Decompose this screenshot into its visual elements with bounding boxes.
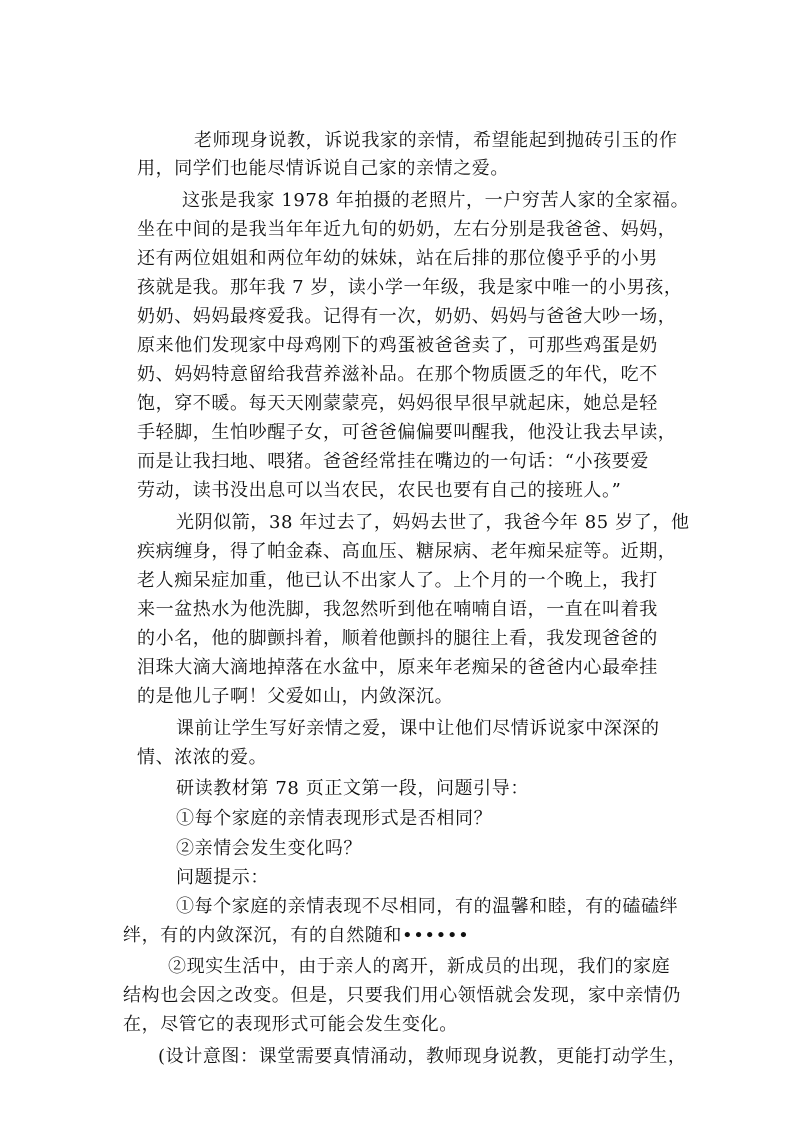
text-line: ②现实生活中，由于亲人的离开，新成员的出现，我们的家庭 bbox=[168, 956, 671, 977]
text-line: 奶奶、妈妈最疼爱我。记得有一次，奶奶、妈妈与爸爸大吵一场， bbox=[137, 306, 677, 327]
text-line: ①每个家庭的亲情表现形式是否相同？ bbox=[176, 808, 493, 829]
text-line: 情、浓浓的爱。 bbox=[137, 747, 268, 768]
text-line: ①每个家庭的亲情表现不尽相同，有的温馨和睦，有的磕磕绊 bbox=[176, 896, 679, 917]
text-line: 饱，穿不暖。每天天刚蒙蒙亮，妈妈很早很早就起床，她总是轻 bbox=[137, 393, 658, 414]
text-line: 研读教材第 78 页正文第一段，问题引导： bbox=[176, 778, 529, 799]
text-line: (设计意图：课堂需要真情涌动，教师现身说教，更能打动学生， bbox=[158, 1046, 687, 1067]
text-line: 劳动，读书没出息可以当农民，农民也要有自己的接班人。” bbox=[137, 480, 622, 501]
text-line: 这张是我家 1978 年拍摄的老照片，一户穷苦人家的全家福。 bbox=[182, 190, 690, 211]
text-line: 用，同学们也能尽情诉说自己家的亲情之爱。 bbox=[137, 158, 509, 179]
text-line: 绊，有的内敛深沉，有的自然随和•••••• bbox=[123, 925, 470, 946]
text-line: 原来他们发现家中母鸡刚下的鸡蛋被爸爸卖了，可那些鸡蛋是奶 bbox=[137, 335, 658, 356]
text-line: 来一盆热水为他洗脚，我忽然听到他在喃喃自语，一直在叫着我 bbox=[137, 599, 658, 620]
text-line: ②亲情会发生变化吗？ bbox=[176, 838, 362, 859]
text-line: 的小名，他的脚颤抖着，顺着他颤抖的腿往上看，我发现爸爸的 bbox=[137, 628, 658, 649]
text-line: 坐在中间的是我当年年近九旬的奶奶，左右分别是我爸爸、妈妈， bbox=[137, 219, 677, 240]
text-line: 课前让学生写好亲情之爱，课中让他们尽情诉说家中深深的 bbox=[176, 718, 660, 739]
text-line: 结构也会因之改变。但是，只要我们用心领悟就会发现，家中亲情仍 bbox=[123, 985, 681, 1006]
text-line: 问题提示： bbox=[176, 867, 269, 888]
text-line: 而是让我扫地、喂猪。爸爸经常挂在嘴边的一句话：“小孩要爱 bbox=[137, 451, 649, 472]
text-line: 奶、妈妈特意留给我营养滋补品。在那个物质匮乏的年代，吃不 bbox=[137, 364, 658, 385]
text-line: 光阴似箭，38 年过去了，妈妈去世了，我爸今年 85 岁了，他 bbox=[176, 512, 690, 533]
text-line: 手轻脚，生怕吵醒子女，可爸爸偏偏要叫醒我，他没让我去早读， bbox=[137, 422, 677, 443]
text-line: 还有两位姐姐和两位年幼的妹妹，站在后排的那位傻乎乎的小男 bbox=[137, 248, 658, 269]
text-line: 的是他儿子啊！父爱如山，内敛深沉。 bbox=[137, 686, 454, 707]
text-line: 孩就是我。那年我 7 岁，读小学一年级，我是家中唯一的小男孩， bbox=[137, 277, 683, 298]
text-line: 老师现身说教，诉说我家的亲情，希望能起到抛砖引玉的作 bbox=[194, 130, 678, 151]
text-line: 在，尽管它的表现形式可能会发生变化。 bbox=[123, 1014, 458, 1035]
text-line: 疾病缠身，得了帕金森、高血压、糖尿病、老年痴呆症等。近期， bbox=[137, 541, 677, 562]
text-line: 泪珠大滴大滴地掉落在水盆中，原来年老痴呆的爸爸内心最牵挂 bbox=[137, 657, 658, 678]
text-line: 老人痴呆症加重，他已认不出家人了。上个月的一个晚上，我打 bbox=[137, 570, 658, 591]
